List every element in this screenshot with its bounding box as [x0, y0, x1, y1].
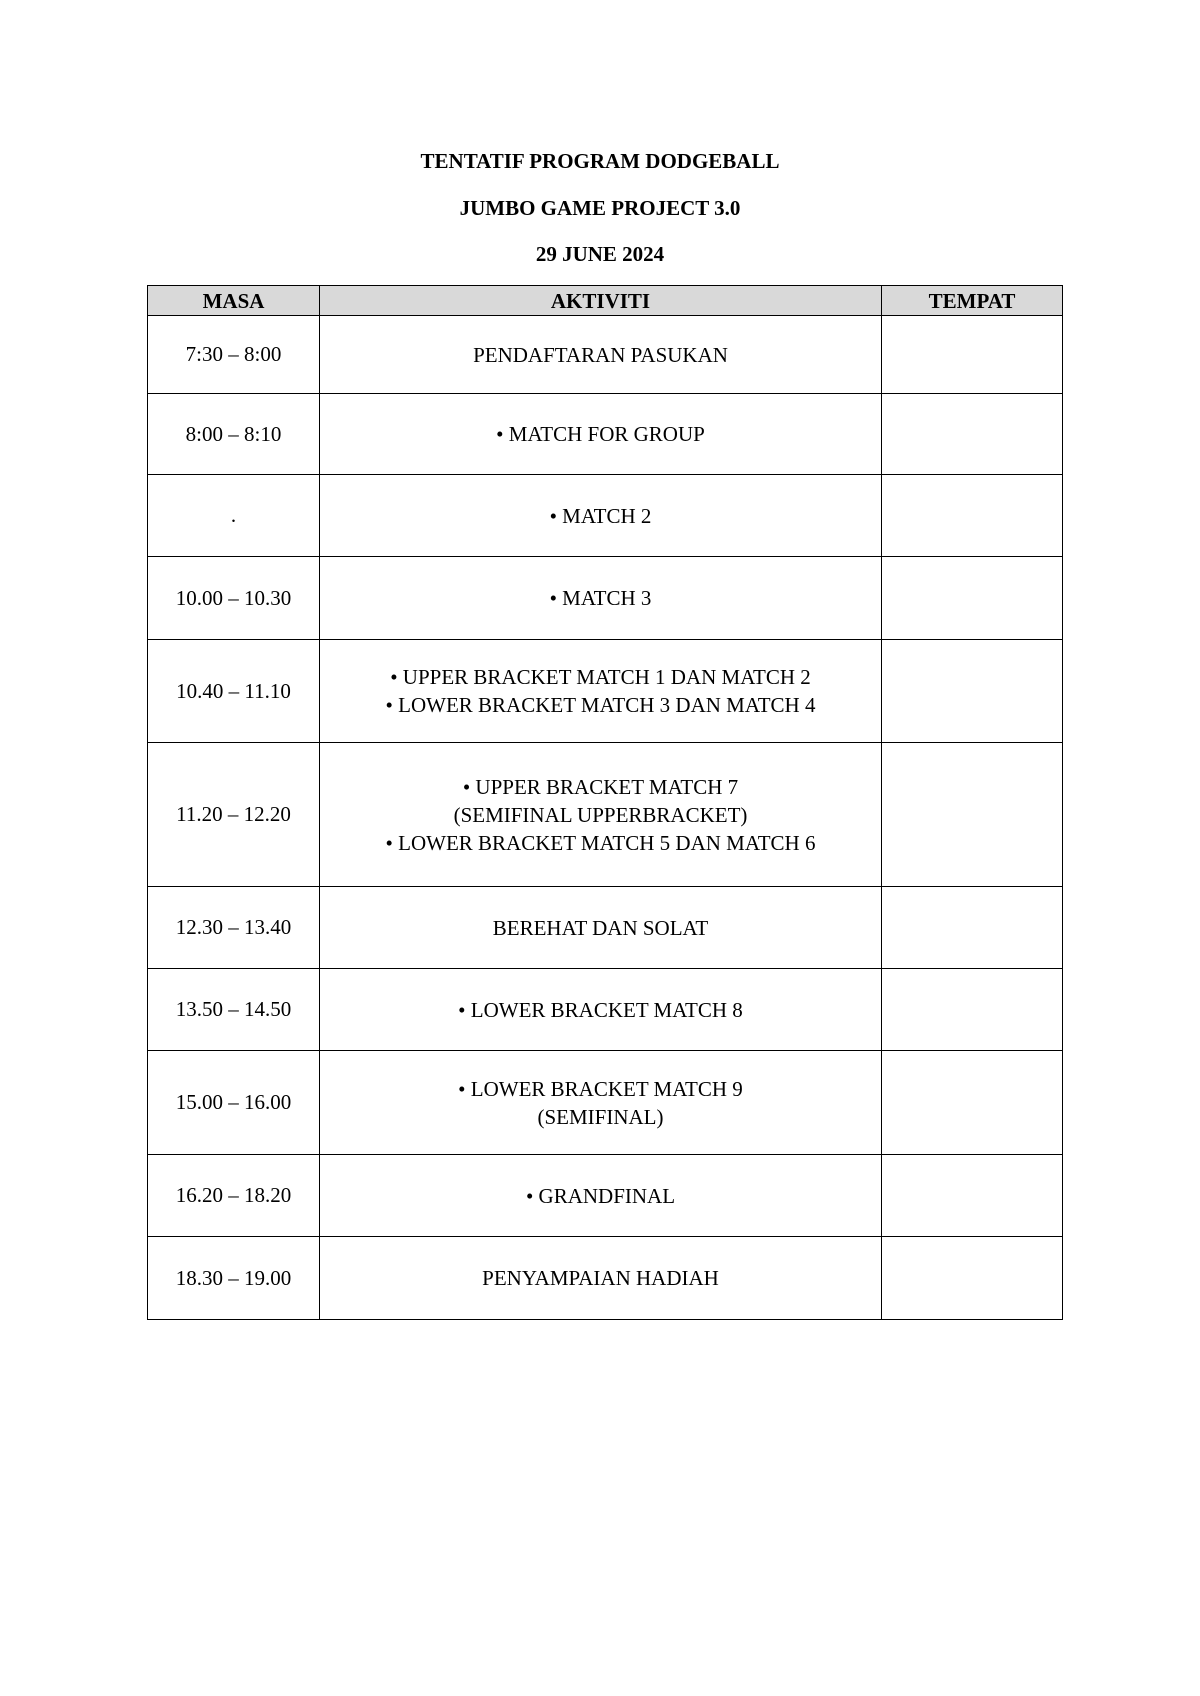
- cell-tempat: [882, 969, 1063, 1051]
- cell-tempat: [882, 640, 1063, 743]
- cell-tempat: [882, 1155, 1063, 1237]
- cell-masa: 13.50 – 14.50: [148, 969, 320, 1051]
- table-header-row: [148, 286, 1063, 316]
- cell-tempat: [882, 1237, 1063, 1320]
- cell-masa: 12.30 – 13.40: [148, 887, 320, 969]
- cell-tempat: [882, 743, 1063, 887]
- schedule-table: [147, 285, 1063, 1320]
- table-row: [148, 969, 1063, 1051]
- table-row: [148, 1051, 1063, 1155]
- aktiviti-line: • GRANDFINAL: [525, 1183, 676, 1208]
- aktiviti-line: PENYAMPAIAN HADIAH: [482, 1266, 719, 1290]
- aktiviti-line: • MATCH FOR GROUP: [496, 422, 705, 446]
- table-row: [148, 743, 1063, 887]
- cell-masa: 7:30 – 8:00: [148, 316, 320, 394]
- cell-masa: .: [148, 475, 320, 557]
- table-row: [148, 475, 1063, 557]
- table-row: [148, 316, 1063, 394]
- aktiviti-line: (SEMIFINAL): [537, 1104, 664, 1129]
- cell-tempat: [882, 557, 1063, 640]
- cell-masa: 10.00 – 10.30: [148, 557, 320, 640]
- aktiviti-line: • MATCH 2: [549, 503, 652, 528]
- aktiviti-line: • LOWER BRACKET MATCH 8: [458, 997, 743, 1022]
- cell-masa: 11.20 – 12.20: [148, 743, 320, 887]
- cell-masa: 10.40 – 11.10: [148, 640, 320, 743]
- cell-masa: 16.20 – 18.20: [148, 1155, 320, 1237]
- cell-aktiviti: [320, 475, 882, 557]
- cell-aktiviti: [320, 743, 882, 887]
- aktiviti-line: BEREHAT DAN SOLAT: [492, 915, 709, 940]
- document-title: TENTATIF PROGRAM DODGEBALL: [420, 149, 780, 173]
- aktiviti-line: (SEMIFINAL UPPERBRACKET): [453, 802, 748, 827]
- document-subtitle: JUMBO GAME PROJECT 3.0: [459, 196, 741, 220]
- cell-masa: 8:00 – 8:10: [148, 394, 320, 475]
- aktiviti-line: • LOWER BRACKET MATCH 9: [458, 1076, 743, 1101]
- cell-aktiviti: [320, 1237, 882, 1320]
- table-row: [148, 1155, 1063, 1237]
- cell-aktiviti: [320, 640, 882, 743]
- aktiviti-line: • MATCH 3: [549, 586, 652, 610]
- aktiviti-line: • LOWER BRACKET MATCH 3 DAN MATCH 4: [385, 693, 816, 717]
- table-row: [148, 557, 1063, 640]
- table-row: [148, 1237, 1063, 1320]
- cell-aktiviti: [320, 557, 882, 640]
- cell-aktiviti: [320, 887, 882, 969]
- cell-aktiviti: [320, 316, 882, 394]
- cell-masa: 18.30 – 19.00: [148, 1237, 320, 1320]
- document-date: 29 JUNE 2024: [535, 242, 665, 266]
- column-header-tempat: TEMPAT: [882, 286, 1063, 316]
- column-header-aktiviti: AKTIVITI: [320, 286, 882, 316]
- cell-tempat: [882, 887, 1063, 969]
- cell-tempat: [882, 475, 1063, 557]
- aktiviti-line: • UPPER BRACKET MATCH 1 DAN MATCH 2: [390, 665, 811, 689]
- cell-aktiviti: [320, 969, 882, 1051]
- table-row: [148, 394, 1063, 475]
- cell-masa: 15.00 – 16.00: [148, 1051, 320, 1155]
- aktiviti-line: PENDAFTARAN PASUKAN: [473, 342, 728, 367]
- cell-tempat: [882, 1051, 1063, 1155]
- aktiviti-line: • LOWER BRACKET MATCH 5 DAN MATCH 6: [385, 830, 816, 855]
- table-row: [148, 887, 1063, 969]
- table-row: [148, 640, 1063, 743]
- cell-aktiviti: [320, 1155, 882, 1237]
- cell-aktiviti: [320, 1051, 882, 1155]
- cell-aktiviti: [320, 394, 882, 475]
- column-header-masa: MASA: [148, 286, 320, 316]
- cell-tempat: [882, 316, 1063, 394]
- cell-tempat: [882, 394, 1063, 475]
- aktiviti-line: • UPPER BRACKET MATCH 7: [462, 774, 739, 799]
